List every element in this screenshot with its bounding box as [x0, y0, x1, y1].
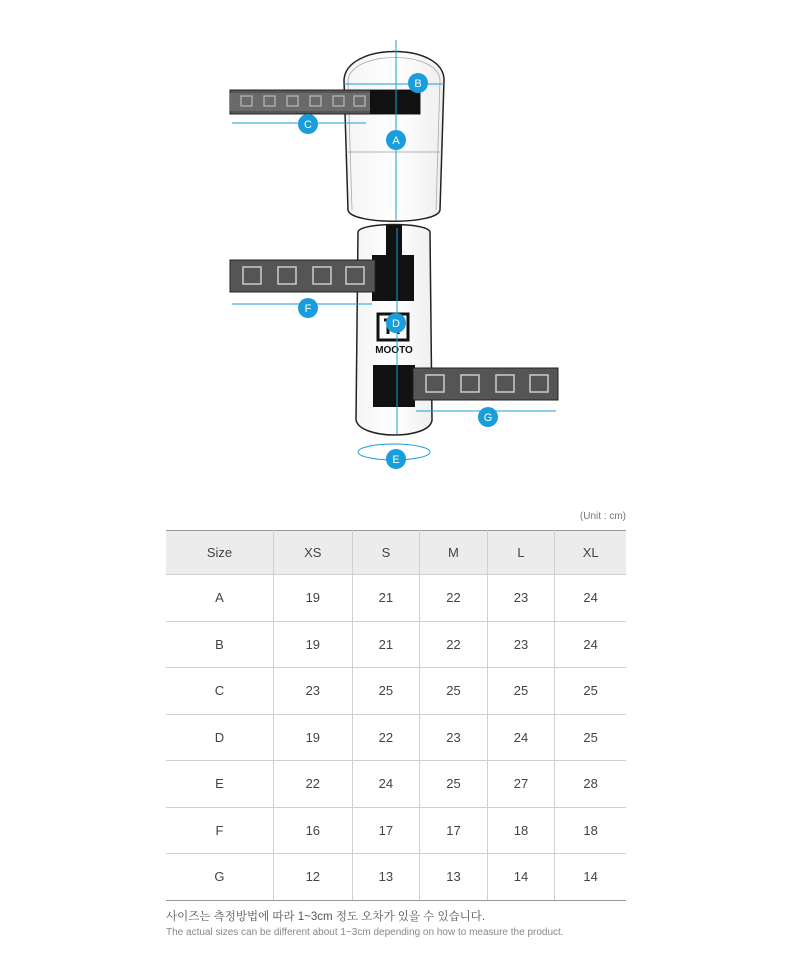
table-cell: 16: [273, 807, 352, 854]
table-cell: 22: [420, 575, 488, 622]
row-label: B: [166, 621, 273, 668]
svg-text:E: E: [392, 454, 400, 466]
table-cell: 23: [487, 575, 555, 622]
table-cell: 17: [420, 807, 488, 854]
table-cell: 19: [273, 714, 352, 761]
table-cell: 19: [273, 575, 352, 622]
strap-g: [413, 368, 558, 400]
table-row: [166, 621, 626, 668]
table-cell: 14: [487, 854, 555, 901]
marker-f: [298, 298, 318, 318]
table-cell: 21: [352, 575, 420, 622]
table-cell: 24: [555, 621, 626, 668]
header-xs: XS: [273, 531, 352, 575]
table-cell: 25: [555, 714, 626, 761]
header-size: Size: [166, 531, 273, 575]
svg-text:C: C: [304, 119, 312, 131]
table-cell: 21: [352, 621, 420, 668]
table-cell: 22: [273, 761, 352, 808]
table-row: [166, 714, 626, 761]
table-cell: 25: [487, 668, 555, 715]
strap-f: [230, 260, 375, 292]
row-label: G: [166, 854, 273, 901]
table-cell: 13: [420, 854, 488, 901]
table-cell: 25: [352, 668, 420, 715]
table-cell: 23: [273, 668, 352, 715]
svg-text:G: G: [483, 412, 493, 424]
note-english: The actual sizes can be different about 1~3cm depending on how to measure the product.: [166, 927, 564, 938]
svg-text:MOOTO: MOOTO: [375, 345, 413, 356]
table-cell: 24: [352, 761, 420, 808]
row-label: E: [166, 761, 273, 808]
table-row: [166, 575, 626, 622]
row-label: C: [166, 668, 273, 715]
table-cell: 24: [487, 714, 555, 761]
table-cell: 17: [352, 807, 420, 854]
table-cell: 12: [273, 854, 352, 901]
row-label: F: [166, 807, 273, 854]
table-row: [166, 807, 626, 854]
header-m: M: [420, 531, 488, 575]
table-header-row: [166, 531, 626, 575]
table-cell: 27: [487, 761, 555, 808]
table-cell: 23: [420, 714, 488, 761]
header-xl: XL: [555, 531, 626, 575]
row-label: D: [166, 714, 273, 761]
table-cell: 13: [352, 854, 420, 901]
table-cell: 22: [420, 621, 488, 668]
header-l: L: [487, 531, 555, 575]
strap-c: [230, 90, 420, 114]
table-cell: 14: [555, 854, 626, 901]
table-cell: 18: [487, 807, 555, 854]
marker-d: [386, 313, 406, 333]
row-label: A: [166, 575, 273, 622]
marker-c: [298, 114, 318, 134]
table-cell: 28: [555, 761, 626, 808]
svg-text:A: A: [392, 135, 400, 147]
marker-e: [386, 449, 406, 469]
table-cell: 25: [555, 668, 626, 715]
table-cell: 23: [487, 621, 555, 668]
note-korean: 사이즈는 측정방법에 따라 1~3cm 정도 오차가 있을 수 있습니다.: [166, 911, 486, 923]
table-cell: 18: [555, 807, 626, 854]
marker-a: [386, 130, 406, 150]
table-cell: 22: [352, 714, 420, 761]
marker-b: [408, 73, 428, 93]
svg-text:F: F: [304, 303, 312, 315]
table-cell: 25: [420, 761, 488, 808]
table-cell: 24: [555, 575, 626, 622]
header-s: S: [352, 531, 420, 575]
size-table: [166, 530, 626, 901]
svg-text:D: D: [392, 318, 400, 330]
table-row: [166, 761, 626, 808]
table-cell: 25: [420, 668, 488, 715]
unit-label: (Unit : cm): [579, 511, 626, 522]
table-row: [166, 668, 626, 715]
svg-text:B: B: [414, 78, 422, 90]
marker-g: [478, 407, 498, 427]
table-cell: 19: [273, 621, 352, 668]
table-row: [166, 854, 626, 901]
